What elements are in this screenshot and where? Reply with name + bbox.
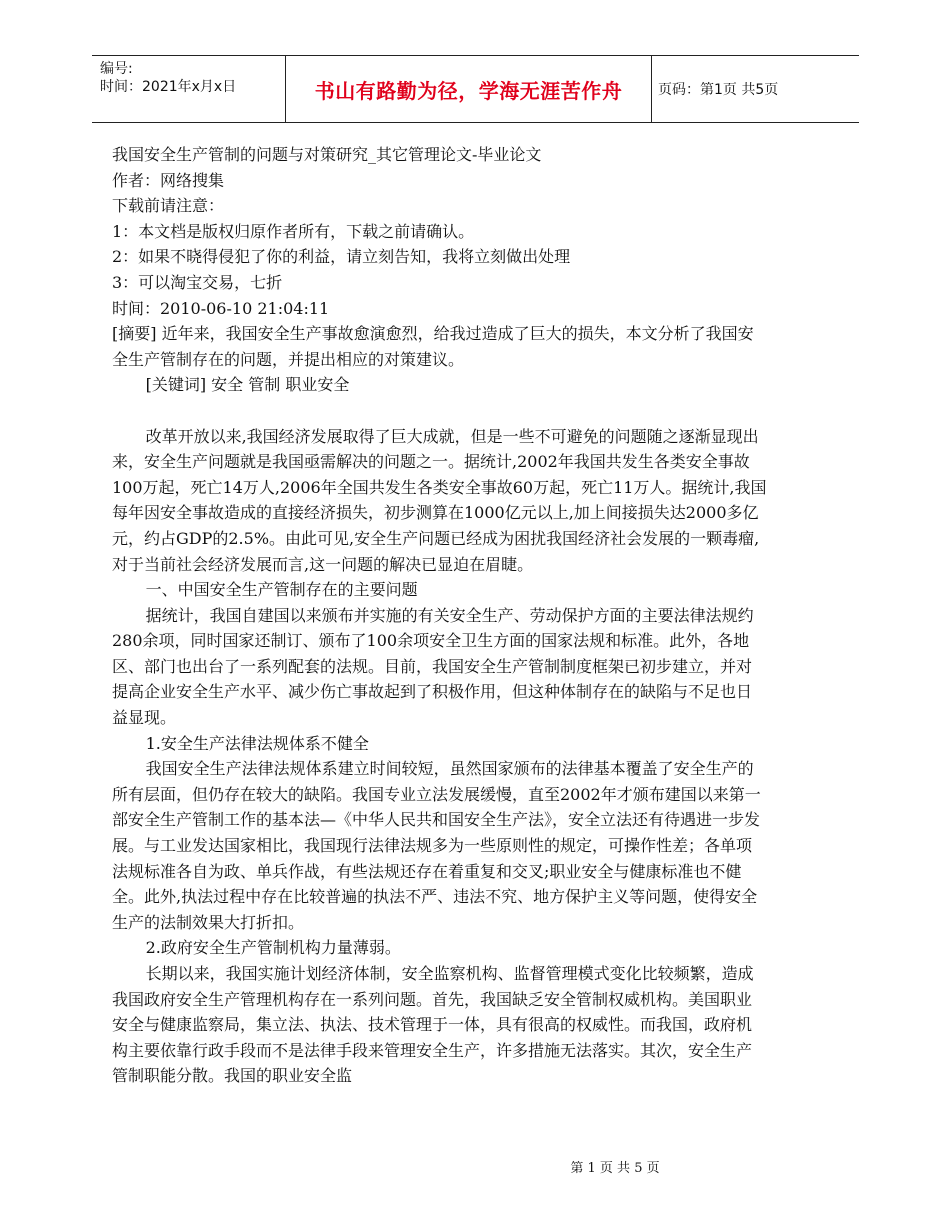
subsection-heading: 2.政府安全生产管制机构力量薄弱。 [145, 938, 401, 958]
notice-item: 1：本文档是版权归原作者所有，下载之前请确认。 [112, 221, 475, 241]
doc-title: 我国安全生产管制的问题与对策研究_其它管理论文-毕业论文 [112, 145, 542, 164]
header-left-cell [92, 56, 285, 122]
paragraph: 改革开放以来,我国经济发展取得了巨大成就，但是一些不可避免的问题随之逐渐显现出来，安全生产问题就是我国亟需解决的问题之一。据统计,2002年我国共发生各类安全事故100万起，死亡14万人,2006年全国共发生各类安全事故60万起，死亡11万人。据统计,我国每年因安全事故造成的直接经济损失，初步测算在1000亿元以上,加上间接损失达2000多亿元，约占GDP的2.5%。由此可见,安全生产问题已经成为困扰我国经济社会发展的一颗毒瘤,对于当前社会经济发展而言,这一问题的解决已显迫在眉睫。 [112, 426, 767, 574]
notice-item: 3：可以淘宝交易，七折 [112, 272, 283, 292]
spacer [112, 398, 767, 424]
keywords: [关键词] 安全 管制 职业安全 [145, 375, 350, 395]
notice-item: 2：如果不晓得侵犯了你的利益，请立刻告知，我将立刻做出处理 [112, 247, 571, 267]
document-body [112, 142, 767, 1089]
paragraph: 长期以来，我国实施计划经济体制，安全监察机构、监督管理模式变化比较频繁，造成我国政府安全生产管理机构存在一系列问题。首先，我国缺乏安全管制权威机构。美国职业安全与健康监察局，集立法、执法、技术管理于一体，具有很高的权威性。而我国，政府机构主要依靠行政手段而不是法律手段来管理安全生产，许多措施无法落实。其次，安全生产管制职能分散。我国的职业安全监 [112, 964, 754, 1086]
page-info: 页码：第1页 共5页 [658, 82, 779, 98]
doc-time: 时间：2010-06-10 21:04:11 [112, 298, 330, 318]
section-heading: 一、中国安全生产管制存在的主要问题 [145, 580, 418, 600]
motto-text: 书山有路勤为径，学海无涯苦作舟 [314, 78, 623, 103]
doc-author: 作者：网络搜集 [112, 170, 225, 190]
page-footer [0, 1157, 950, 1176]
number-label: 编号: [100, 61, 133, 77]
notice-title: 下载前请注意： [112, 196, 225, 216]
paragraph: 我国安全生产法律法规体系建立时间较短，虽然国家颁布的法律基本覆盖了安全生产的所有层面，但仍存在较大的缺陷。我国专业立法发展缓慢，直至2002年才颁布建国以来第一部安全生产管制工作的基本法—《中华人民共和国安全生产法》，安全立法还有待遇进一步发展。与工业发达国家相比，我国现行法律法规多为一些原则性的规定，可操作性差；各单项法规标准各自为政、单兵作战，有些法规还存在着重复和交叉;职业安全与健康标准也不健全。此外,执法过程中存在比较普遍的执法不严、违法不究、地方保护主义等问题，使得安全生产的法制效果大打折扣。 [112, 759, 761, 932]
subsection-heading: 1.安全生产法律法规体系不健全 [145, 733, 369, 753]
abstract: [摘要] 近年来，我国安全生产事故愈演愈烈，给我过造成了巨大的损失，本文分析了我国安全生产管制存在的问题，并提出相应的对策建议。 [112, 324, 754, 369]
document-header [92, 55, 859, 123]
header-page-cell [650, 56, 859, 122]
footer-page-number: 第 1 页 共 5 页 [570, 1161, 660, 1176]
paragraph: 据统计，我国自建国以来颁布并实施的有关安全生产、劳动保护方面的主要法律法规约280余项，同时国家还制订、颁布了100余项安全卫生方面的国家法规和标准。此外，各地区、部门也出台了一系列配套的法规。目前，我国安全生产管制制度框架已初步建立，并对提高企业安全生产水平、减少伤亡事故起到了积极作用，但这种体制存在的缺陷与不足也日益显现。 [112, 605, 754, 728]
header-motto-cell [285, 56, 652, 122]
time-label: 时间：2021年x月x日 [100, 79, 237, 95]
